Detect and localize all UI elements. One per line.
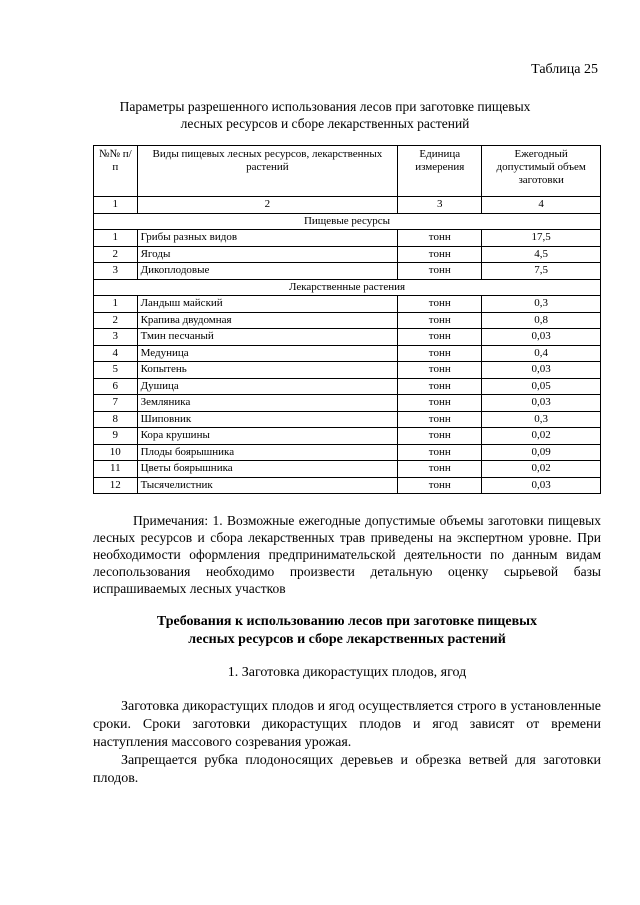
table-row bbox=[94, 477, 601, 494]
note-text: Примечания: 1. Возможные ежегодные допустимые объемы заготовки пищевых лесных ресурсов и сбора лекарственных трав приведены на экспертном уровне. При необходимости оформления предпринимательской деятельности по данным видам лесопользования необходимо произвести детальную оценку сырьевой базы испрашиваемых лесных участков bbox=[93, 513, 601, 596]
volume: 0,05 bbox=[482, 378, 601, 395]
volume: 0,03 bbox=[482, 395, 601, 412]
table-row bbox=[94, 395, 601, 412]
column-number: 3 bbox=[398, 197, 482, 214]
volume: 0,02 bbox=[482, 461, 601, 478]
table-row bbox=[94, 444, 601, 461]
table-row bbox=[94, 411, 601, 428]
unit: тонн bbox=[398, 477, 482, 494]
volume: 0,8 bbox=[482, 312, 601, 329]
unit: тонн bbox=[398, 461, 482, 478]
column-number: 4 bbox=[482, 197, 601, 214]
resources-table bbox=[93, 145, 601, 494]
section-title-food: Пищевые ресурсы bbox=[94, 213, 601, 230]
row-number: 11 bbox=[94, 461, 138, 478]
heading-line-1: Требования к использованию лесов при заготовке пищевых bbox=[156, 614, 538, 629]
volume: 0,3 bbox=[482, 296, 601, 313]
row-number: 7 bbox=[94, 395, 138, 412]
row-number: 9 bbox=[94, 428, 138, 445]
resource-name: Ягоды bbox=[137, 246, 398, 263]
resource-name: Ландыш майский bbox=[137, 296, 398, 313]
table-row bbox=[94, 362, 601, 379]
resource-name: Грибы разных видов bbox=[137, 230, 398, 247]
table-note bbox=[93, 512, 601, 597]
subsection-heading: 1. Заготовка дикорастущих плодов, ягод bbox=[227, 665, 467, 680]
resource-name: Шиповник bbox=[137, 411, 398, 428]
unit: тонн bbox=[398, 230, 482, 247]
column-number: 2 bbox=[137, 197, 398, 214]
unit: тонн bbox=[398, 378, 482, 395]
resource-name: Кора крушины bbox=[137, 428, 398, 445]
table-header-row bbox=[94, 146, 601, 197]
unit: тонн bbox=[398, 329, 482, 346]
resource-name: Тмин песчаный bbox=[137, 329, 398, 346]
resource-name: Плоды боярышника bbox=[137, 444, 398, 461]
row-number: 6 bbox=[94, 378, 138, 395]
header-unit: Единица измерения bbox=[398, 146, 482, 197]
header-number: №№ п/п bbox=[94, 146, 138, 197]
unit: тонн bbox=[398, 444, 482, 461]
table-row bbox=[94, 296, 601, 313]
row-number: 2 bbox=[94, 246, 138, 263]
body-text bbox=[93, 698, 601, 788]
row-number: 8 bbox=[94, 411, 138, 428]
header-resource-type: Виды пищевых лесных ресурсов, лекарственных растений bbox=[137, 146, 398, 197]
resource-name: Крапива двудомная bbox=[137, 312, 398, 329]
heading-line-2: лесных ресурсов и сборе лекарственных растений bbox=[188, 632, 506, 647]
table-row bbox=[94, 428, 601, 445]
table-row bbox=[94, 230, 601, 247]
column-number-row bbox=[94, 197, 601, 214]
table-caption bbox=[90, 98, 560, 132]
row-number: 1 bbox=[94, 296, 138, 313]
caption-line-2: лесных ресурсов и сборе лекарственных растений bbox=[180, 116, 470, 131]
volume: 7,5 bbox=[482, 263, 601, 280]
volume: 0,03 bbox=[482, 477, 601, 494]
section-row-medicinal bbox=[94, 279, 601, 296]
table-row bbox=[94, 345, 601, 362]
unit: тонн bbox=[398, 395, 482, 412]
resource-name: Душица bbox=[137, 378, 398, 395]
caption-line-1: Параметры разрешенного использования лесов при заготовке пищевых bbox=[119, 99, 531, 114]
volume: 4,5 bbox=[482, 246, 601, 263]
volume: 0,03 bbox=[482, 362, 601, 379]
column-number: 1 bbox=[94, 197, 138, 214]
paragraph: Запрещается рубка плодоносящих деревьев и обрезка ветвей для заготовки плодов. bbox=[93, 753, 601, 786]
volume: 0,03 bbox=[482, 329, 601, 346]
resource-name: Тысячелистник bbox=[137, 477, 398, 494]
unit: тонн bbox=[398, 263, 482, 280]
section-row-food bbox=[94, 213, 601, 230]
table-row bbox=[94, 263, 601, 280]
section-heading bbox=[93, 613, 601, 649]
row-number: 2 bbox=[94, 312, 138, 329]
table-row bbox=[94, 378, 601, 395]
table-row bbox=[94, 312, 601, 329]
volume: 17,5 bbox=[482, 230, 601, 247]
resource-name: Дикоплодовые bbox=[137, 263, 398, 280]
row-number: 10 bbox=[94, 444, 138, 461]
volume: 0,02 bbox=[482, 428, 601, 445]
paragraph: Заготовка дикорастущих плодов и ягод осуществляется строго в установленные сроки. Сроки заготовки дикорастущих плодов и ягод зависят от времени наступления массового созревания урожая. bbox=[93, 699, 601, 750]
resource-name: Копытень bbox=[137, 362, 398, 379]
table-row bbox=[94, 461, 601, 478]
unit: тонн bbox=[398, 345, 482, 362]
resource-name: Медуница bbox=[137, 345, 398, 362]
section-title-medicinal: Лекарственные растения bbox=[94, 279, 601, 296]
table-row bbox=[94, 246, 601, 263]
unit: тонн bbox=[398, 312, 482, 329]
resource-name: Цветы боярышника bbox=[137, 461, 398, 478]
unit: тонн bbox=[398, 428, 482, 445]
resource-name: Земляника bbox=[137, 395, 398, 412]
unit: тонн bbox=[398, 411, 482, 428]
table-number: Таблица 25 bbox=[531, 62, 598, 77]
row-number: 4 bbox=[94, 345, 138, 362]
header-annual-volume: Ежегодный допустимый объем заготовки bbox=[482, 146, 601, 197]
row-number: 12 bbox=[94, 477, 138, 494]
volume: 0,4 bbox=[482, 345, 601, 362]
row-number: 5 bbox=[94, 362, 138, 379]
volume: 0,3 bbox=[482, 411, 601, 428]
unit: тонн bbox=[398, 246, 482, 263]
row-number: 1 bbox=[94, 230, 138, 247]
unit: тонн bbox=[398, 296, 482, 313]
table-row bbox=[94, 329, 601, 346]
row-number: 3 bbox=[94, 329, 138, 346]
unit: тонн bbox=[398, 362, 482, 379]
volume: 0,09 bbox=[482, 444, 601, 461]
row-number: 3 bbox=[94, 263, 138, 280]
